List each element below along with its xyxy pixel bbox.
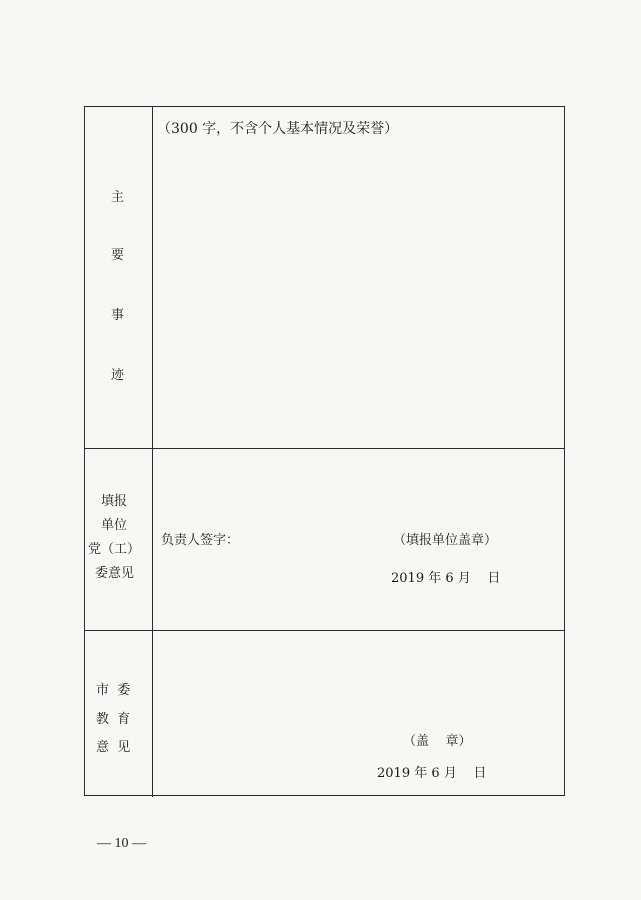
main-deeds-label-char-4: 迹: [111, 368, 125, 383]
municipal-education-label-cell: [85, 631, 153, 797]
municipal-date-month: 6: [431, 766, 440, 781]
unit-party-label-line-4: 委意见: [95, 566, 135, 581]
municipal-label-line-3: 意 见: [96, 740, 131, 755]
unit-party-label-line-2: 单位: [101, 518, 128, 533]
page-number: — 10 —: [97, 836, 146, 851]
unit-date-year: 2019: [391, 571, 425, 586]
municipal-seal-note: （盖 章）: [403, 734, 472, 749]
municipal-date: [377, 767, 486, 780]
main-deeds-label-char-1: 主: [111, 190, 125, 205]
unit-date: [391, 572, 500, 585]
unit-date-year-suffix: 年: [428, 571, 442, 586]
municipal-date-month-suffix: 月: [443, 766, 457, 781]
unit-date-month-suffix: 月: [457, 571, 471, 586]
main-deeds-label-char-2: 要: [111, 248, 125, 263]
recommendation-form-table: [84, 106, 565, 796]
municipal-label-line-1: 市 委: [96, 683, 131, 698]
main-deeds-label-cell: [85, 107, 153, 448]
signer-label: 负责人签字：: [161, 533, 240, 548]
municipal-education-opinion-row: [85, 631, 564, 797]
unit-party-opinion-label-cell: [85, 449, 153, 630]
unit-seal-note: （填报单位盖章）: [393, 533, 498, 548]
municipal-date-year: 2019: [377, 766, 411, 781]
unit-party-label-line-1: 填报: [101, 494, 128, 509]
main-deeds-content-cell[interactable]: [153, 107, 564, 448]
main-deeds-row: [85, 107, 564, 449]
unit-date-month: 6: [445, 571, 454, 586]
main-deeds-instruction: （300 字，不含个人基本情况及荣誉）: [157, 121, 399, 137]
unit-party-label-line-3: 党（工）: [88, 542, 141, 557]
municipal-education-content-cell[interactable]: [153, 631, 564, 797]
unit-party-opinion-content-cell[interactable]: [153, 449, 564, 630]
unit-date-day-suffix: 日: [487, 571, 501, 586]
unit-party-opinion-row: [85, 449, 564, 631]
municipal-date-year-suffix: 年: [414, 766, 428, 781]
municipal-date-day-suffix: 日: [473, 766, 487, 781]
main-deeds-label-char-3: 事: [111, 308, 125, 323]
municipal-label-line-2: 教 育: [96, 712, 131, 727]
